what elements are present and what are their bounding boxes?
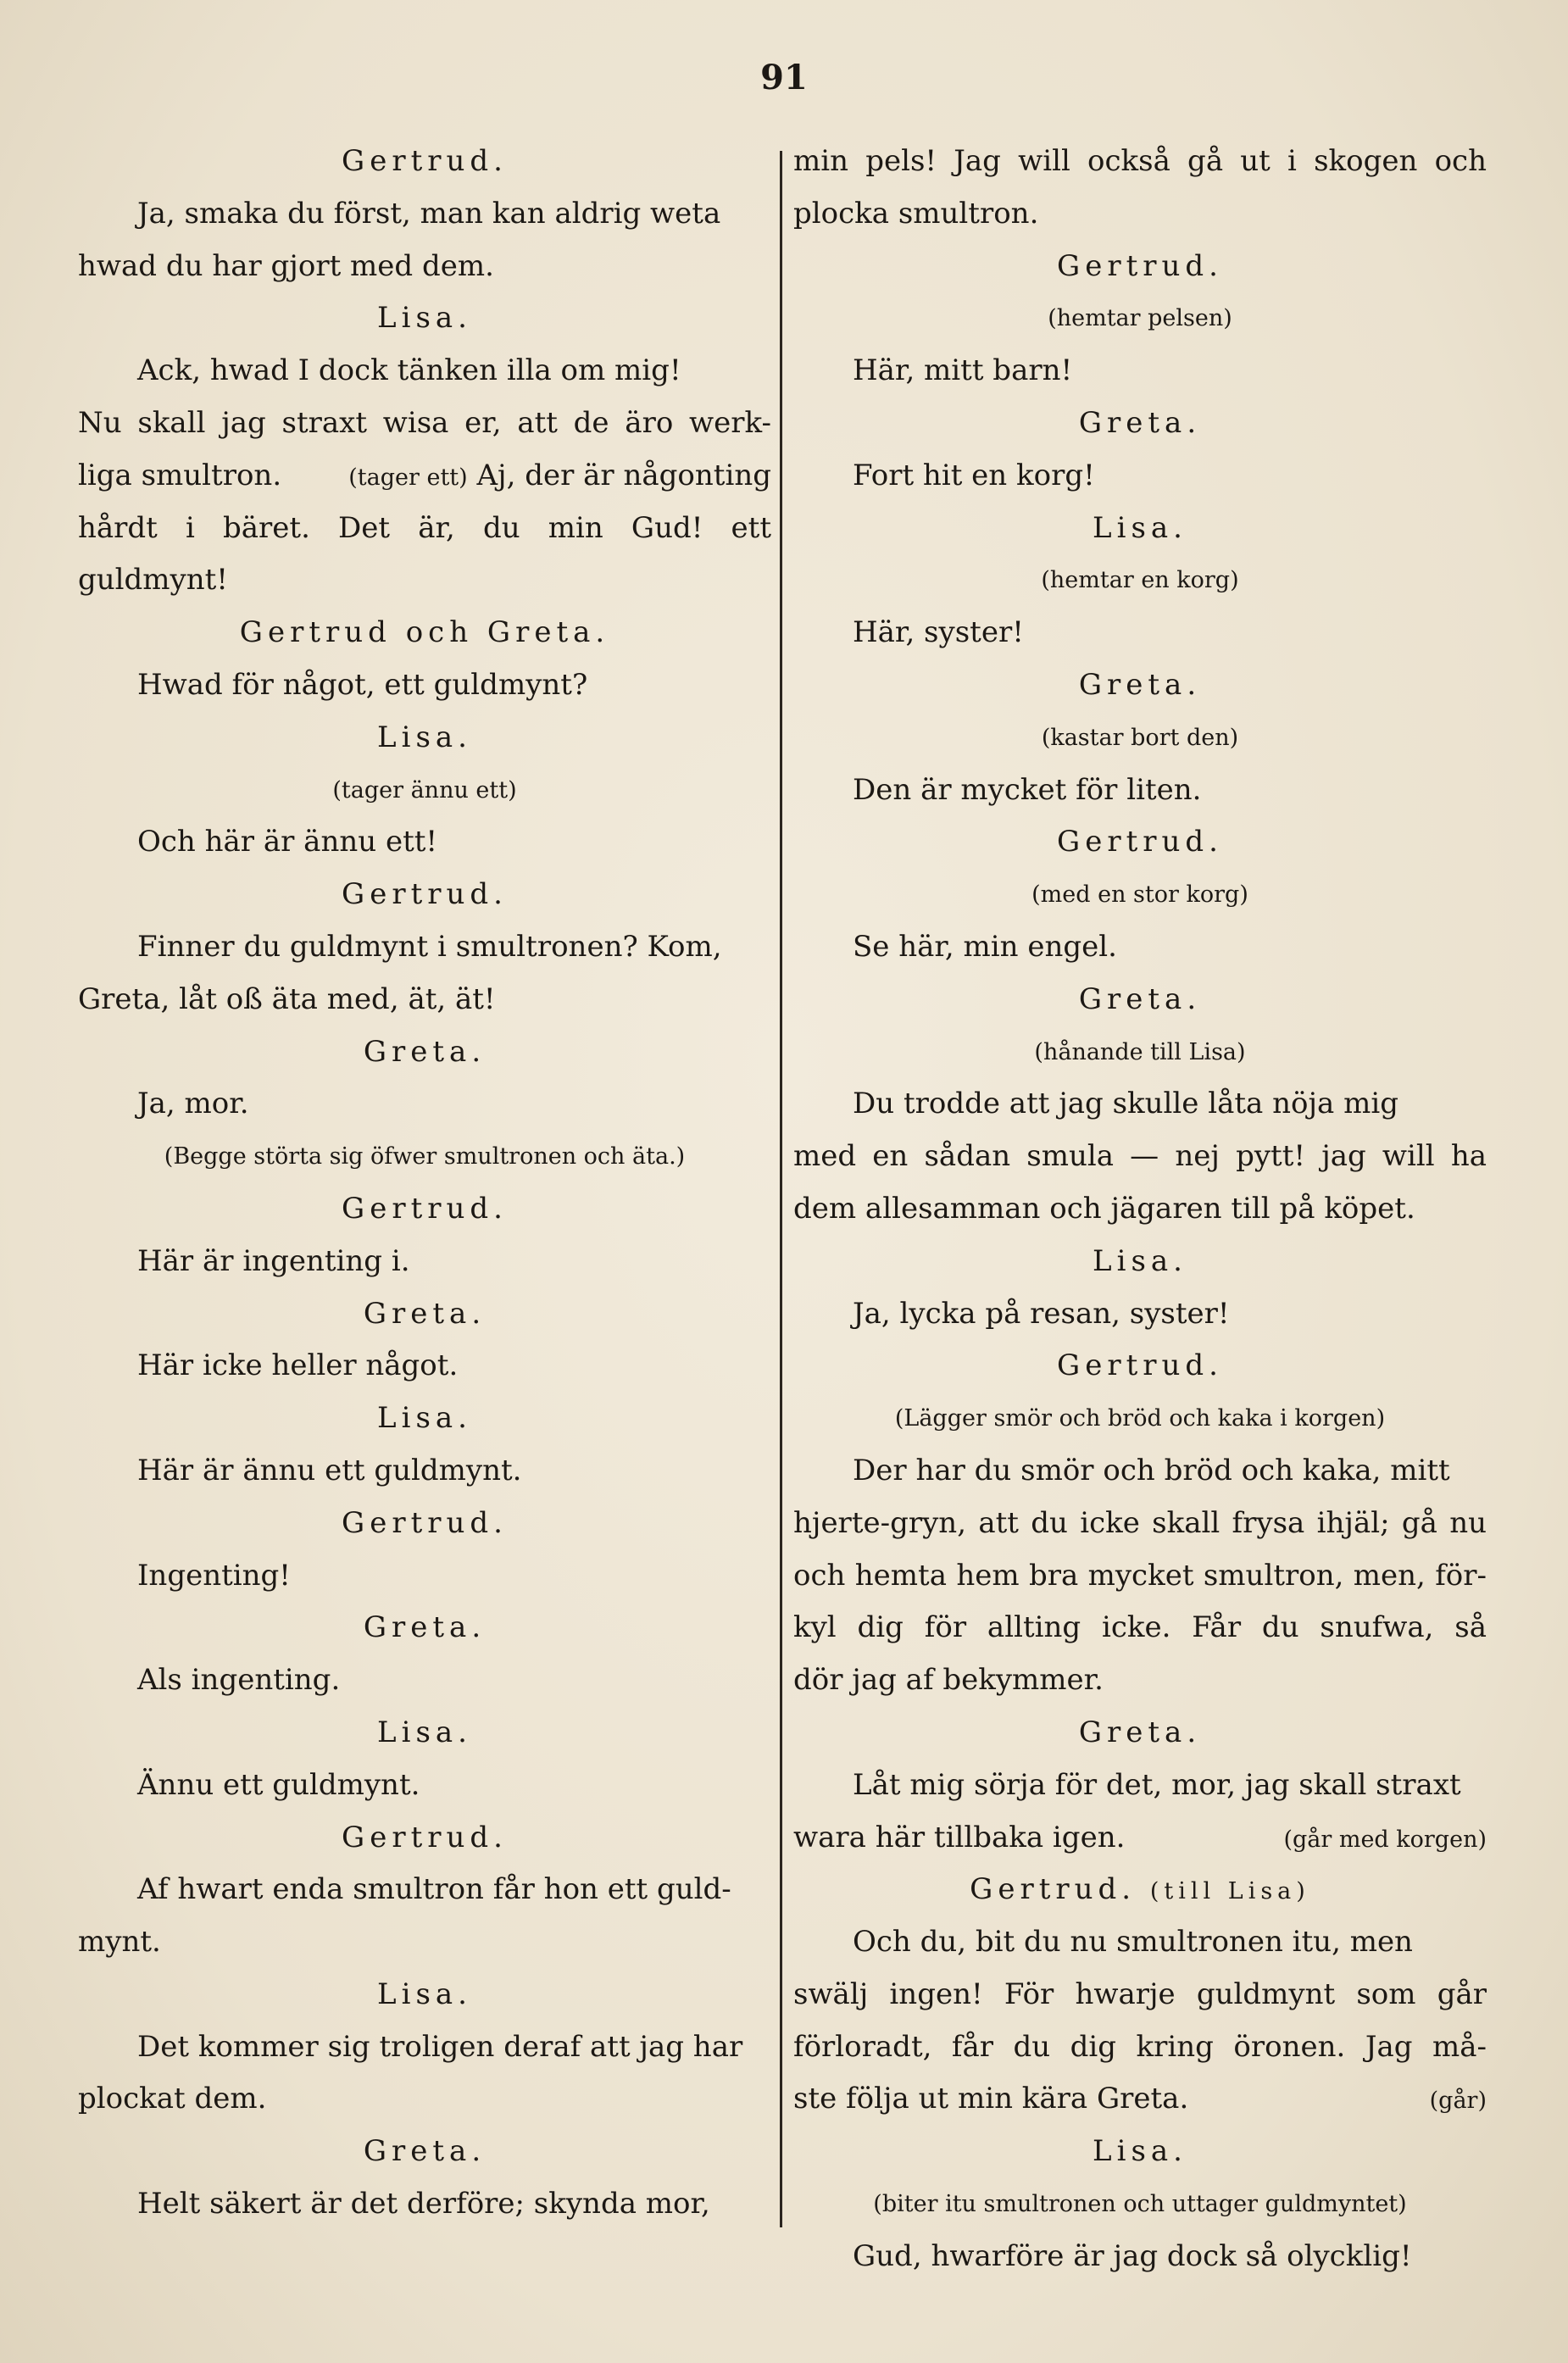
text-line: förloradt, får du dig kring öronen. Jag må- (793, 2029, 1487, 2064)
speaker-label: Greta. (363, 1610, 487, 1645)
speaker-label: Gertrud. (342, 1505, 508, 1540)
text-line: Als ingenting. (137, 1663, 341, 1698)
speaker-name (78, 712, 771, 764)
text-line: dem allesamman och jägaren till på köpet. (793, 1191, 1415, 1226)
speaker-name (793, 398, 1487, 450)
stage-direction: (hånande till Lisa) (1034, 1038, 1246, 1065)
text-line: Ja, mor. (137, 1087, 249, 1121)
speaker-name (78, 1498, 771, 1550)
speaker-name (793, 241, 1487, 293)
speaker-name (78, 292, 771, 345)
speaker-label: Lisa. (377, 720, 472, 754)
speaker-label: Gertrud. (342, 144, 508, 178)
speaker-label: Greta. (1078, 667, 1202, 702)
speaker-label: Lisa. (1093, 510, 1187, 545)
text-line: Ack, hwad I dock tänken illa om mig! (137, 353, 681, 388)
speaker-label: Lisa. (377, 1977, 472, 2011)
text-line: Se här, min engel. (853, 929, 1117, 964)
speaker-name (78, 1602, 771, 1654)
speaker-label: Greta. (363, 1034, 487, 1069)
speaker-label: Greta. (363, 1296, 487, 1331)
text-line: guldmynt! (78, 563, 228, 598)
speaker-name (78, 869, 771, 921)
speaker-label: Greta. (1078, 1715, 1202, 1749)
text-line: Och här är ännu ett! (137, 825, 438, 859)
text-line: hårdt i bäret. Det är, du min Gud! ett (78, 510, 771, 545)
text-line: hjerte-gryn, att du icke skall frysa ihjäl; gå nu (793, 1505, 1487, 1540)
speaker-label: Gertrud. (1057, 248, 1223, 283)
text-line: och hemta hem bra mycket smultron, men, för- (793, 1558, 1487, 1593)
speaker-name (793, 1864, 1487, 1916)
text-line: Här, syster! (853, 615, 1024, 650)
text-line-start: ste följa ut min kära Greta. (793, 2082, 1189, 2116)
text-line: Du trodde att jag skulle låta nöja mig (853, 1087, 1398, 1121)
stage-direction-inline: (går) (1429, 2088, 1487, 2115)
text-line: min pels! Jag will också gå ut i skogen och (793, 144, 1487, 178)
text-line: Helt säkert är det derföre; skynda mor, (137, 2187, 710, 2221)
stage-direction: (biter itu smultronen och uttager guldmyntet) (873, 2191, 1407, 2218)
stage-direction-inline: (går med korgen) (1283, 1826, 1487, 1853)
text-line: Gud, hwarföre är jag dock så olycklig! (853, 2238, 1412, 2273)
text-line-end (348, 450, 771, 503)
stage-direction: (kastar bort den) (1041, 724, 1239, 751)
text-line: Der har du smör och bröd och kaka, mitt (853, 1453, 1450, 1487)
text-line: mynt. (78, 1925, 161, 1960)
text-line: Nu skall jag straxt wisa er, att de äro werk- (78, 405, 771, 440)
text-line: plockat dem. (78, 2082, 267, 2116)
text-line: hwad du har gjort med dem. (78, 248, 494, 283)
text-line: swälj ingen! För hwarje guldmynt som går (793, 1977, 1487, 2011)
text-line-end (1430, 2073, 1487, 2126)
speaker-name (78, 2126, 771, 2178)
speaker-name (78, 1288, 771, 1341)
speaker-label: Lisa. (377, 1715, 472, 1749)
speaker-name (793, 1340, 1487, 1393)
text-line: Ännu ett guldmynt. (137, 1767, 420, 1802)
speaker-label: Lisa. (1093, 1243, 1187, 1278)
stage-direction: (hemtar en korg) (1041, 567, 1239, 594)
text-line: Den är mycket för liten. (853, 772, 1202, 807)
speaker-name (793, 2126, 1487, 2178)
text-line: Och du, bit du nu smultronen itu, men (853, 1925, 1413, 1960)
speaker-label: Gertrud. (342, 1820, 508, 1854)
text-line: Det kommer sig troligen deraf att jag har (137, 2029, 743, 2064)
text-line: Ingenting! (137, 1558, 291, 1593)
speaker-name (793, 974, 1487, 1026)
speaker-name (78, 1969, 771, 2021)
left-column (78, 136, 771, 2231)
text-line (793, 1812, 1487, 1865)
speaker-name (78, 1812, 771, 1865)
speaker-label: Greta. (1078, 981, 1202, 1016)
text-line: Ja, lycka på resan, syster! (853, 1296, 1230, 1331)
speaker-label: Greta. (1078, 405, 1202, 440)
text-line: dör jag af bekymmer. (793, 1663, 1104, 1698)
speaker-name (793, 503, 1487, 555)
speaker-label: Gertrud. (970, 1872, 1137, 1907)
stage-direction: (hemtar pelsen) (1048, 305, 1232, 332)
speaker-name (78, 1183, 771, 1236)
speaker-label: Gertrud. (342, 877, 508, 912)
speaker-name (793, 1236, 1487, 1288)
text-line: kyl dig för allting icke. Får du snufwa, så (793, 1610, 1487, 1645)
speaker-name (793, 1707, 1487, 1760)
text-line-start: wara här tillbaka igen. (793, 1820, 1126, 1854)
text-line: Ja, smaka du först, man kan aldrig weta (137, 196, 721, 231)
text-line: Finner du guldmynt i smultronen? Kom, (137, 929, 722, 964)
text-line-rest: Aj, der är någonting (476, 458, 771, 492)
stage-direction-inline: (till Lisa) (1149, 1878, 1310, 1905)
text-line: Fort hit en korg! (853, 458, 1095, 492)
stage-direction: (Begge störta sig öfwer smultronen och äta.) (164, 1143, 686, 1170)
text-line: med en sådan smula — nej pytt! jag will ha (793, 1139, 1487, 1174)
speaker-name (78, 607, 771, 659)
text-line-start: liga smultron. (78, 458, 282, 492)
text-line: Låt mig sörja för det, mor, jag skall straxt (853, 1767, 1461, 1802)
page-number: 91 (760, 58, 808, 97)
text-line: Greta, låt oß äta med, ät, ät! (78, 981, 496, 1016)
speaker-name (78, 1026, 771, 1079)
speaker-label: Lisa. (1093, 2134, 1187, 2169)
speaker-name (78, 136, 771, 188)
speaker-label: Greta. (363, 2134, 487, 2169)
text-line (78, 450, 771, 503)
speaker-label: Gertrud. (342, 1191, 508, 1226)
text-line-end (1283, 1812, 1487, 1865)
stage-direction-inline: (tager ett) (348, 464, 468, 491)
text-line: plocka smultron. (793, 196, 1039, 231)
stage-direction: (Lägger smör och bröd och kaka i korgen) (894, 1405, 1386, 1432)
speaker-name (78, 1393, 771, 1445)
speaker-name (78, 1707, 771, 1760)
text-line (793, 2073, 1487, 2126)
text-line: Här icke heller något. (137, 1348, 459, 1383)
stage-direction: (med en stor korg) (1031, 881, 1248, 909)
text-line: Här är ingenting i. (137, 1243, 410, 1278)
column-divider (780, 151, 782, 2227)
stage-direction: (tager ännu ett) (332, 776, 517, 803)
speaker-label: Gertrud. (1057, 1348, 1223, 1383)
text-line: Hwad för något, ett guldmynt? (137, 667, 588, 702)
right-column (793, 136, 1487, 2283)
speaker-label: Gertrud. (1057, 825, 1223, 859)
text-line: Här är ännu ett guldmynt. (137, 1453, 522, 1487)
speaker-label: Gertrud och Greta. (239, 615, 610, 650)
speaker-name (793, 659, 1487, 712)
speaker-label: Lisa. (377, 1401, 472, 1436)
text-line: Af hwart enda smultron får hon ett guld- (137, 1872, 731, 1907)
text-line: Här, mitt barn! (853, 353, 1073, 388)
speaker-name (793, 816, 1487, 869)
speaker-label: Lisa. (377, 301, 472, 336)
